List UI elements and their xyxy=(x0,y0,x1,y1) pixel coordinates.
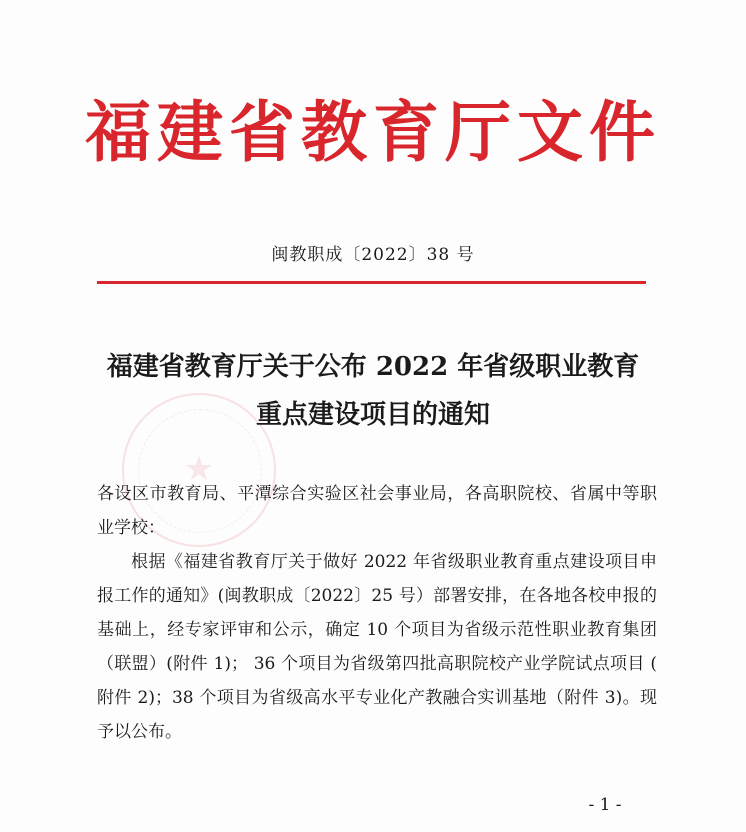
page-number: - 1 - xyxy=(588,795,622,815)
document-number: 闽教职成〔2022〕38 号 xyxy=(271,245,475,265)
notice-title-line-2: 重点建设项目的通知 xyxy=(255,400,490,430)
issuing-authority-title: 福建省教育厅文件 xyxy=(85,93,661,171)
seal-star-icon: ★ xyxy=(183,449,215,489)
notice-title-line-1: 福建省教育厅关于公布 2022 年省级职业教育 xyxy=(106,352,640,382)
red-divider-rule xyxy=(97,281,646,284)
body-paragraph: 根据《福建省教育厅关于做好 2022 年省级职业教育重点建设项目申报工作的通知》(闽教职成〔2022〕25 号）部署安排，在各地各校申报的基础上，经专家评审和公示，确定 10 个项目为省级示范性职业教育集团（联盟）(附件 1)； 36 个项目为省级第四批高职院校产业学院试点项目 ( 附件 2)；38 个项目为省级高水平专业化产教融合实训基地（附件 3)。现予以公布。 xyxy=(97,552,657,742)
notice-title xyxy=(60,343,686,439)
addressee-line: 各设区市教育局、平潭综合实验区社会事业局，各高职院校、省属中等职业学校： xyxy=(97,484,657,538)
notice-body xyxy=(97,477,657,749)
